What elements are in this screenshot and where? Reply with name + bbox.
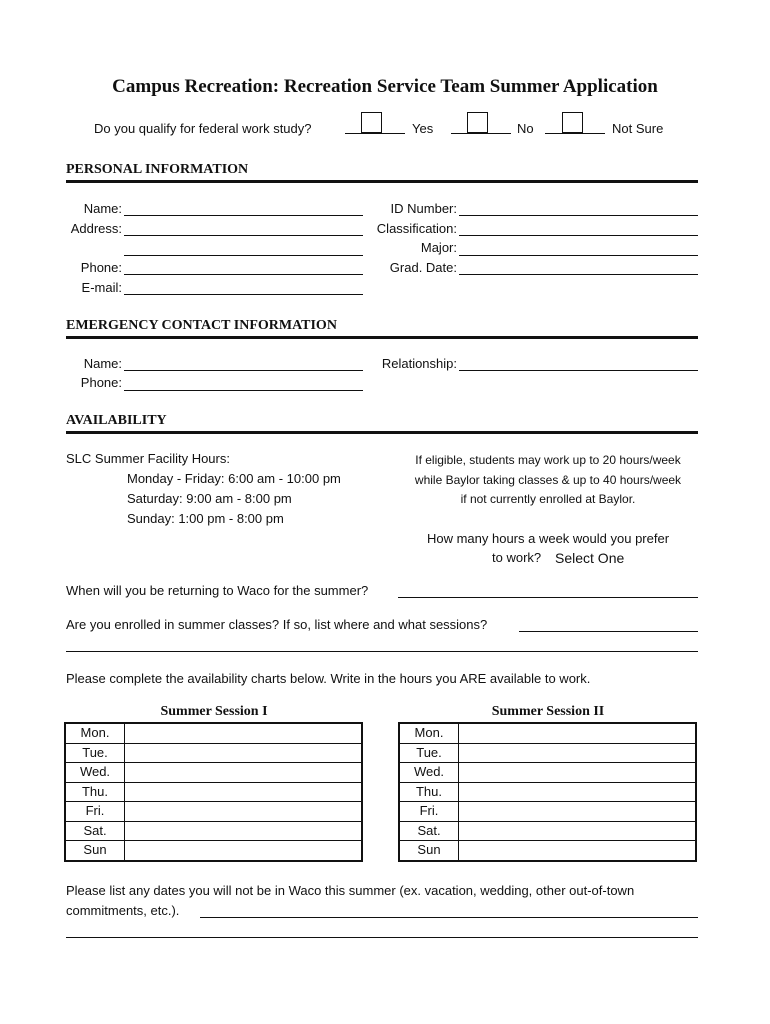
hours-cell[interactable] (459, 802, 697, 822)
table-row (65, 821, 362, 841)
table-row (65, 723, 362, 743)
facility-hours-title: SLC Summer Facility Hours: (66, 451, 230, 466)
work-study-question: Do you qualify for federal work study? (94, 121, 312, 136)
work-study-no-line (451, 133, 511, 134)
day-label: Tue. (399, 743, 459, 763)
returning-field[interactable] (398, 597, 698, 598)
table-row (65, 802, 362, 822)
preferred-hours-select[interactable]: Select One (555, 550, 625, 566)
personal-id-label: ID Number: (390, 201, 457, 216)
day-label: Thu. (65, 782, 125, 802)
personal-info-rule (66, 180, 698, 183)
table-row (65, 763, 362, 783)
hours-cell[interactable] (459, 723, 697, 743)
table-row (399, 782, 696, 802)
personal-info-heading: PERSONAL INFORMATION (66, 162, 249, 177)
hours-cell[interactable] (125, 743, 363, 763)
page-title: Campus Recreation: Recreation Service Team Summer Application (112, 76, 658, 97)
session-2-table (398, 722, 697, 862)
work-study-notsure-line (545, 133, 605, 134)
session-1-title: Summer Session I (160, 704, 268, 719)
table-row (399, 821, 696, 841)
dates-field[interactable] (200, 917, 698, 918)
work-study-no-checkbox[interactable] (467, 112, 488, 133)
preferred-hours-question-2: to work? (492, 550, 542, 565)
emergency-heading: EMERGENCY CONTACT INFORMATION (66, 318, 337, 333)
table-row (399, 763, 696, 783)
personal-name-label: Name: (83, 201, 122, 216)
table-row (399, 723, 696, 743)
hours-cell[interactable] (125, 802, 363, 822)
table-row (399, 743, 696, 763)
enrolled-field[interactable] (519, 631, 698, 632)
work-study-yes-checkbox[interactable] (361, 112, 382, 133)
personal-address-field[interactable] (124, 235, 363, 236)
availability-heading: AVAILABILITY (66, 413, 167, 428)
hours-cell[interactable] (125, 841, 363, 861)
emergency-rule (66, 336, 698, 339)
emergency-relationship-field[interactable] (459, 370, 698, 371)
day-label: Sat. (399, 821, 459, 841)
hours-cell[interactable] (459, 782, 697, 802)
availability-rule (66, 431, 698, 434)
enrolled-field-2[interactable] (66, 651, 698, 652)
session-2-title: Summer Session II (491, 704, 605, 719)
personal-email-field[interactable] (124, 294, 363, 295)
charts-instruction: Please complete the availability charts below. Write in the hours you ARE available to work. (66, 671, 591, 686)
emergency-name-field[interactable] (124, 370, 363, 371)
personal-grad-date-label: Grad. Date: (389, 260, 457, 275)
eligibility-line-3: if not currently enrolled at Baylor. (460, 492, 636, 506)
day-label: Sun (65, 841, 125, 861)
day-label: Mon. (65, 723, 125, 743)
emergency-relationship-label: Relationship: (381, 356, 457, 371)
table-row (65, 743, 362, 763)
day-label: Tue. (65, 743, 125, 763)
emergency-name-label: Name: (83, 356, 122, 371)
day-label: Fri. (399, 802, 459, 822)
personal-classification-label: Classification: (376, 221, 457, 236)
emergency-phone-field[interactable] (124, 390, 363, 391)
work-study-notsure-checkbox[interactable] (562, 112, 583, 133)
personal-major-label: Major: (420, 240, 457, 255)
personal-phone-field[interactable] (124, 274, 363, 275)
day-label: Mon. (399, 723, 459, 743)
work-study-yes-label: Yes (412, 121, 434, 136)
hours-cell[interactable] (459, 821, 697, 841)
personal-major-field[interactable] (459, 255, 698, 256)
dates-field-2[interactable] (66, 937, 698, 938)
personal-grad-date-field[interactable] (459, 274, 698, 275)
personal-name-field[interactable] (124, 215, 363, 216)
preferred-hours-question: How many hours a week would you prefer (426, 531, 670, 546)
personal-id-field[interactable] (459, 215, 698, 216)
day-label: Thu. (399, 782, 459, 802)
day-label: Fri. (65, 802, 125, 822)
session-1-table (64, 722, 363, 862)
enrolled-question: Are you enrolled in summer classes? If so, list where and what sessions? (66, 617, 488, 632)
personal-classification-field[interactable] (459, 235, 698, 236)
dates-question: Please list any dates you will not be in Waco this summer (ex. vacation, wedding, other out-of-town (66, 883, 635, 898)
hours-cell[interactable] (125, 763, 363, 783)
work-study-notsure-label: Not Sure (612, 121, 664, 136)
dates-question-2: commitments, etc.). (66, 903, 180, 918)
personal-address-field-2[interactable] (124, 255, 363, 256)
personal-address-label: Address: (70, 221, 122, 236)
hours-cell[interactable] (125, 821, 363, 841)
table-row (65, 841, 362, 861)
hours-cell[interactable] (125, 782, 363, 802)
facility-hours-sunday: Sunday: 1:00 pm - 8:00 pm (127, 511, 284, 526)
hours-cell[interactable] (125, 723, 363, 743)
hours-cell[interactable] (459, 743, 697, 763)
facility-hours-weekday: Monday - Friday: 6:00 am - 10:00 pm (127, 471, 341, 486)
day-label: Wed. (65, 763, 125, 783)
table-row (399, 841, 696, 861)
table-row (65, 782, 362, 802)
day-label: Sun (399, 841, 459, 861)
personal-email-label: E-mail: (81, 280, 122, 295)
table-row (399, 802, 696, 822)
eligibility-line-2: while Baylor taking classes & up to 40 hours/week (414, 473, 682, 487)
returning-question: When will you be returning to Waco for the summer? (66, 583, 369, 598)
hours-cell[interactable] (459, 763, 697, 783)
hours-cell[interactable] (459, 841, 697, 861)
day-label: Wed. (399, 763, 459, 783)
emergency-phone-label: Phone: (80, 375, 122, 390)
work-study-yes-line (345, 133, 405, 134)
day-label: Sat. (65, 821, 125, 841)
eligibility-line-1: If eligible, students may work up to 20 hours/week (415, 453, 681, 467)
personal-phone-label: Phone: (80, 260, 122, 275)
work-study-no-label: No (517, 121, 534, 136)
facility-hours-saturday: Saturday: 9:00 am - 8:00 pm (127, 491, 292, 506)
